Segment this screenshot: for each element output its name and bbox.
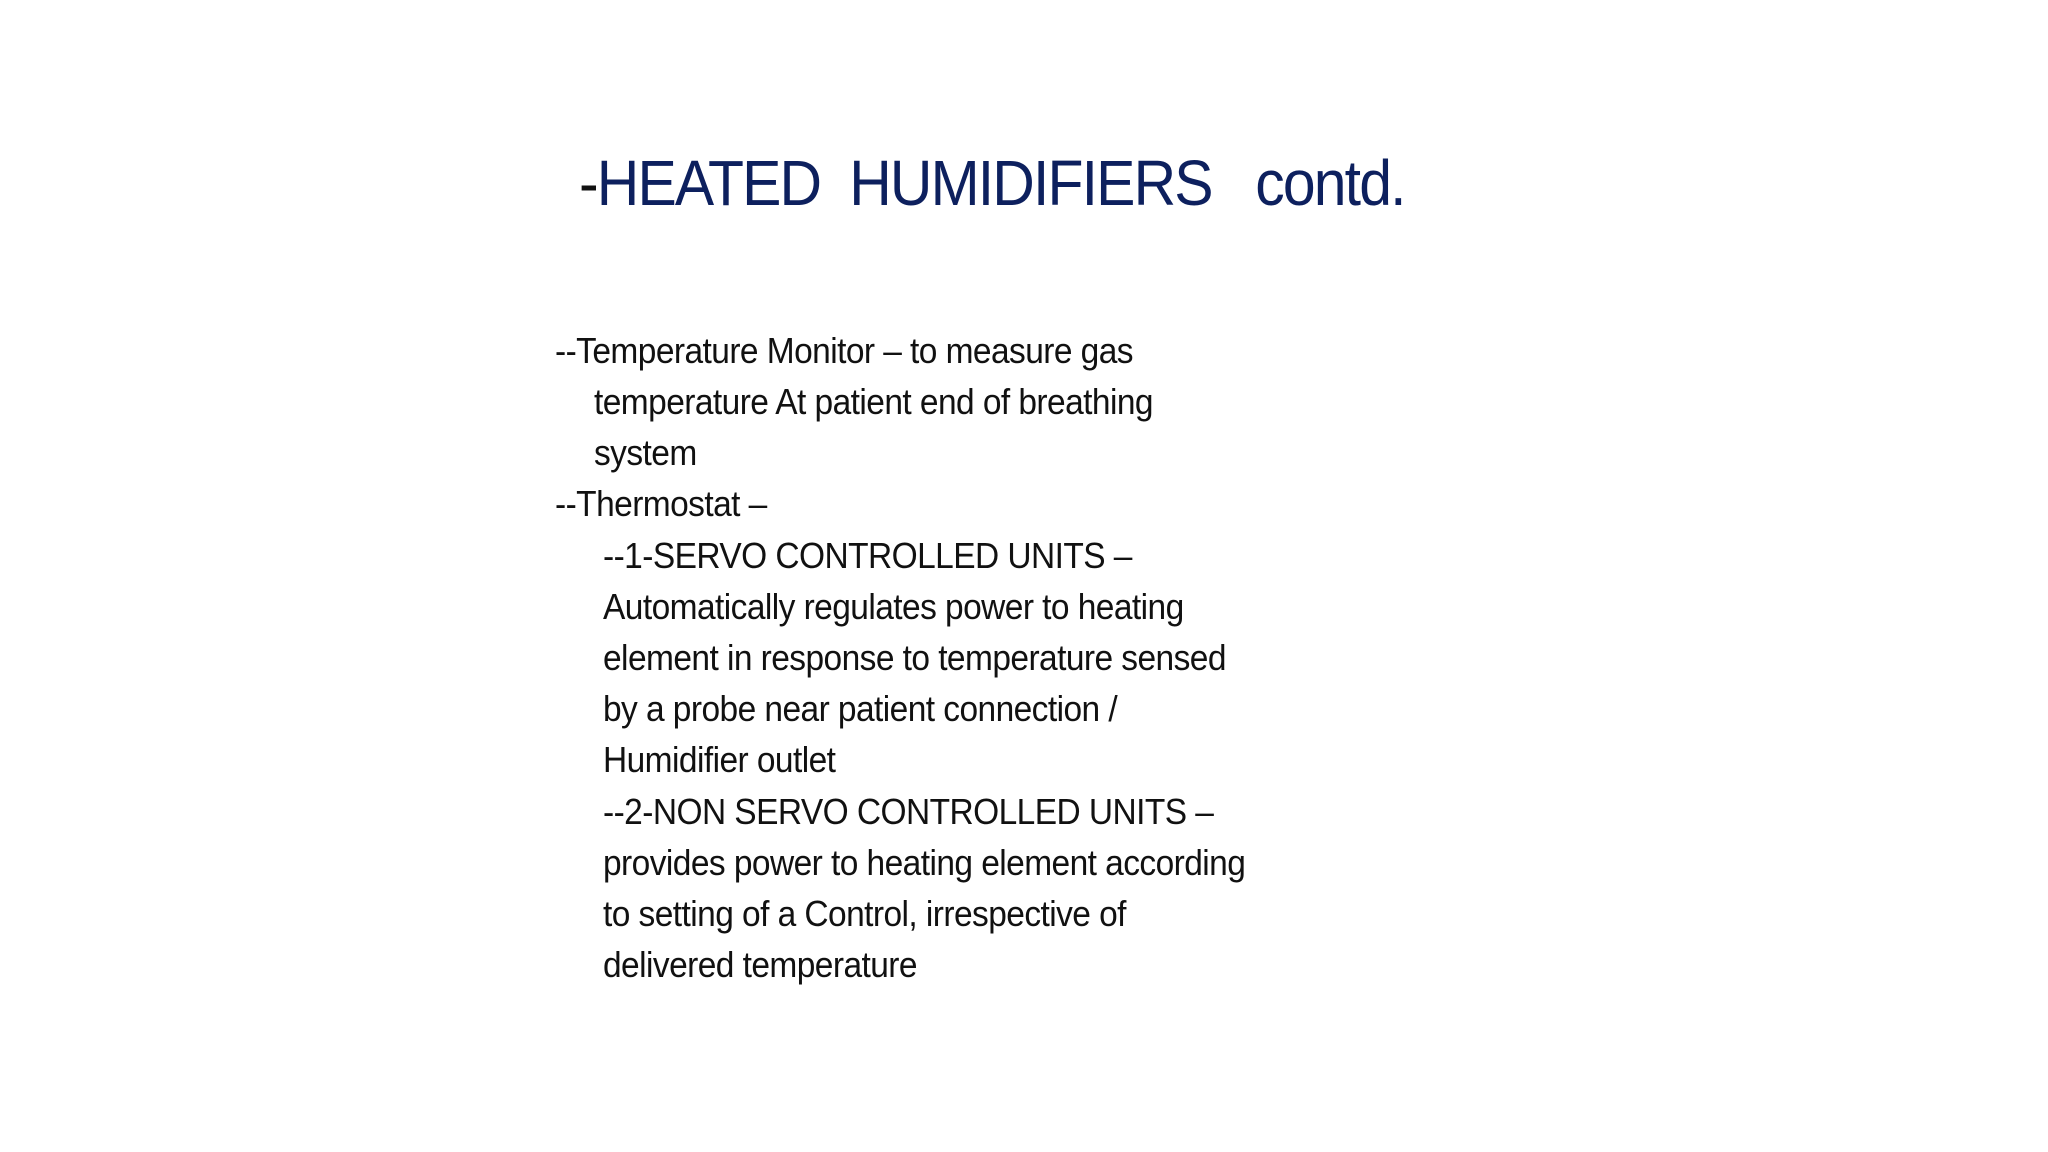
body-line: provides power to heating element according xyxy=(603,842,1246,883)
body-line: element in response to temperature sensed xyxy=(603,637,1226,678)
body-line: --2-NON SERVO CONTROLLED UNITS – xyxy=(603,791,1214,832)
body-line: system xyxy=(594,432,697,473)
title-text: HEATED HUMIDIFIERS contd. xyxy=(596,147,1405,219)
body-line: temperature At patient end of breathing xyxy=(594,381,1153,422)
body-line: --Thermostat – xyxy=(555,483,767,524)
body-line: --1-SERVO CONTROLLED UNITS – xyxy=(603,535,1132,576)
body-line: Automatically regulates power to heating xyxy=(603,586,1184,627)
body-line: Humidifier outlet xyxy=(603,739,836,780)
body-line: delivered temperature xyxy=(603,944,917,985)
body-line: to setting of a Control, irrespective of xyxy=(603,893,1126,934)
body-line: --Temperature Monitor – to measure gas xyxy=(555,330,1133,371)
title-dash: - xyxy=(579,147,597,219)
body-line: by a probe near patient connection / xyxy=(603,688,1118,729)
slide-title xyxy=(579,146,1405,220)
